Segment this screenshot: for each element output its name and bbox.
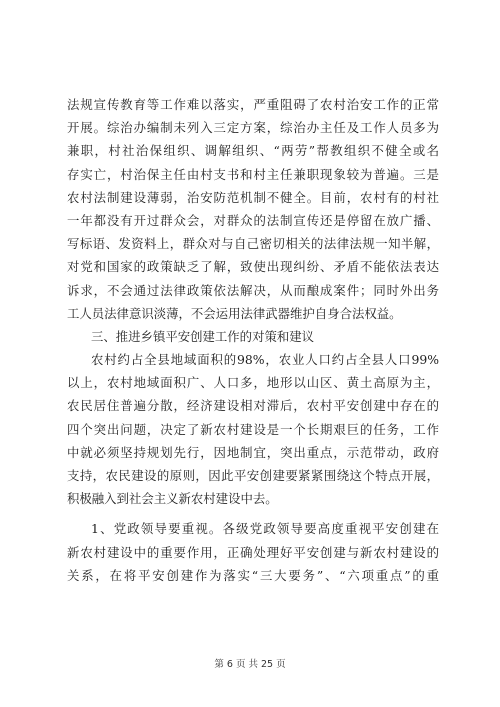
page-footer: 第 6 页 共 25 页 [214, 659, 286, 670]
text-line: 四个突出问题，决定了新农村建设是一个长期艰巨的任务，工作 [67, 421, 439, 437]
document-body [67, 93, 439, 587]
text-line: 法规宣传教育等工作难以落实，严重阻碍了农村治安工作的正常 [67, 97, 439, 112]
text-line: 关系，在将平安创建作为落实“三大要务”、“六项重点”的重 [67, 567, 439, 583]
text-line: 对党和国家的政策缺乏了解，致使出现纠纷、矛盾不能依法表达 [67, 259, 439, 275]
text-line: 1、党政领导要重视。各级党政领导要高度重视平安创建在 [91, 521, 439, 537]
text-line: 以上，农村地域面积广、人口多，地形以山区、黄土高原为主， [67, 375, 439, 391]
text-line: 兼职，村社治保组织、调解组织、“两劳”帮教组织不健全或名 [67, 143, 439, 159]
text-line: 中就必须坚持规划先行，因地制宜，突出重点，示范带动，政府 [67, 444, 439, 460]
paragraph-gap [67, 510, 439, 517]
text-line: 诉求，不会通过法律政策依法解决，从而酿成案件；同时外出务 [67, 282, 439, 298]
text-line: 农村约占全县地域面积的98%，农业人口约占全县人口99% [91, 352, 439, 368]
text-line: 农村法制建设薄弱，治安防范机制不健全。目前，农村有的村社 [67, 189, 439, 205]
text-line: 开展。综治办编制未列入三定方案，综治办主任及工作人员多为 [67, 120, 439, 136]
text-line: 一年都没有开过群众会，对群众的法制宣传还是停留在放广播、 [67, 212, 439, 228]
text-line: 积极融入到社会主义新农村建设中去。 [67, 491, 278, 507]
text-line: 工人员法律意识淡薄，不会运用法律武器维护自身合法权益。 [67, 305, 402, 321]
text-line: 农民居住普遍分散，经济建设相对滞后，农村平安创建中存在的 [67, 398, 439, 414]
text-line: 写标语、发资料上，群众对与自己密切相关的法律法规一知半解， [67, 236, 439, 252]
text-line: 支持，农民建设的原则，因此平安创建要紧紧围绕这个特点开展， [67, 468, 439, 483]
text-line: 存实亡，村治保主任由村支书和村主任兼职现象较为普遍。三是 [67, 166, 439, 182]
section-heading: 三、推进乡镇平安创建工作的对策和建议 [91, 328, 315, 344]
text-line: 新农村建设中的重要作用，正确处理好平安创建与新农村建设的 [67, 544, 439, 560]
